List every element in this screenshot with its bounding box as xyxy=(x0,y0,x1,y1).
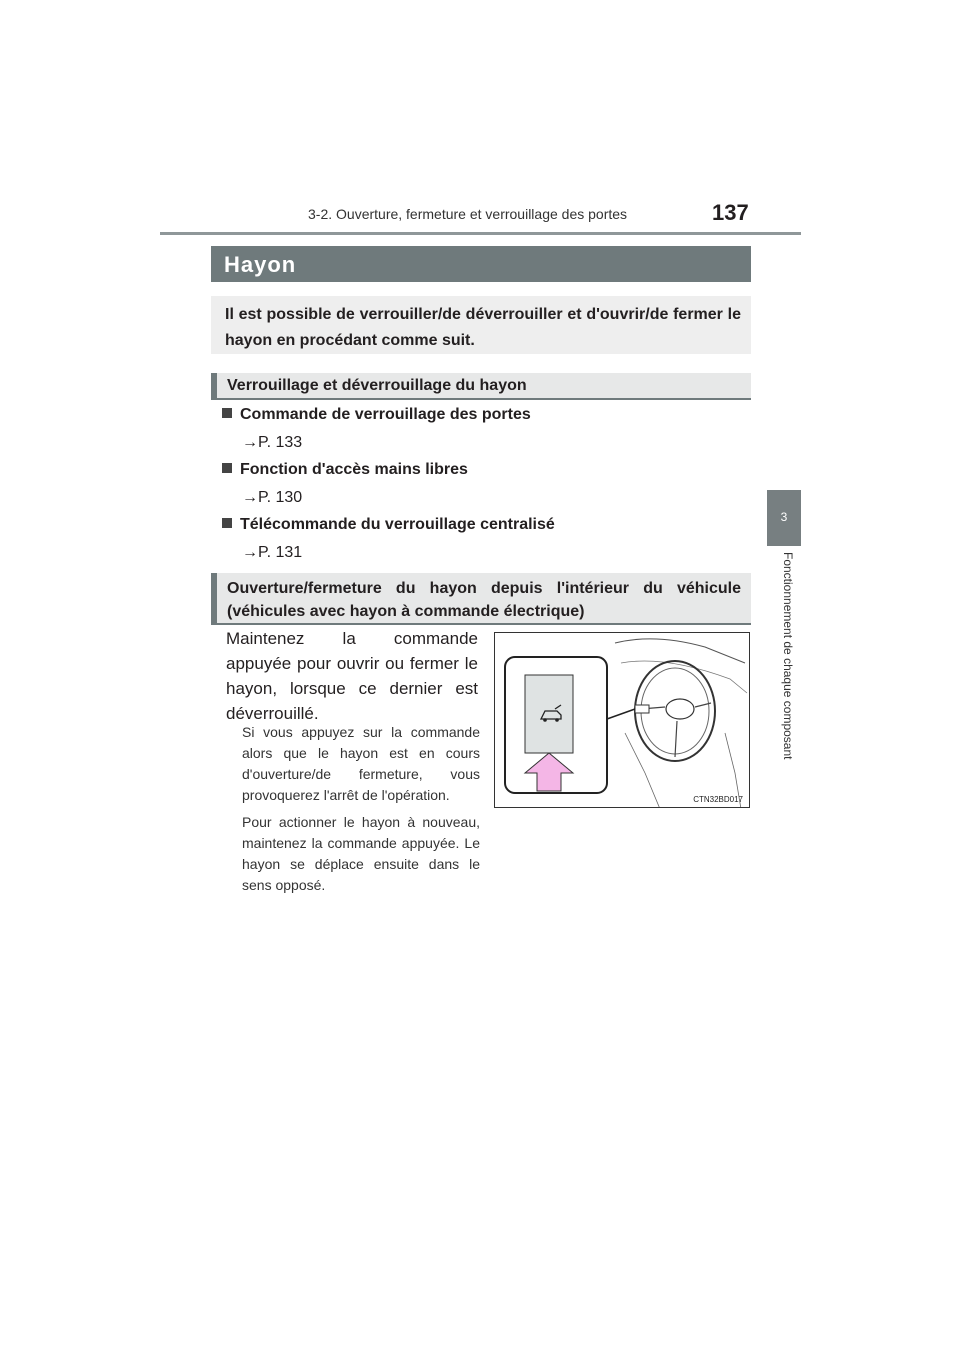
page-reference[interactable] xyxy=(242,489,302,507)
reference-text: P. 130 xyxy=(258,489,303,506)
note-text: Si vous appuyez sur la commande alors que le hayon est en cours d'ouverture/de fermeture, vous provoquerez l'arrêt de l'opération. xyxy=(242,724,480,803)
reference-text: P. 131 xyxy=(258,544,303,561)
reference-text: P. 133 xyxy=(258,434,303,451)
chapter-tab xyxy=(767,490,801,546)
page-reference[interactable] xyxy=(242,434,302,452)
intro-box: Il est possible de verrouiller/de déverrouiller et d'ouvrir/de fermer le hayon en procédant comme suit. xyxy=(211,296,751,354)
dashboard-illustration xyxy=(494,632,750,808)
running-header: 3-2. Ouverture, fermeture et verrouillage des portes xyxy=(308,206,628,222)
list-item xyxy=(222,461,468,479)
body-text: Maintenez la commande appuyée pour ouvrir ou fermer le hayon, lorsque ce dernier est déverrouillé. xyxy=(226,629,478,723)
arrow-right-icon: → xyxy=(242,489,258,506)
chapter-label: Fonctionnement de chaque composant xyxy=(781,552,795,760)
item-label: Télécommande du verrouillage centralisé xyxy=(240,516,555,533)
note-text: Pour actionner le hayon à nouveau, maintenez la commande appuyée. Le hayon se déplace ensuite dans le sens opposé. xyxy=(242,814,480,893)
page-title: Hayon xyxy=(224,252,297,277)
item-label: Fonction d'accès mains libres xyxy=(240,461,468,478)
item-label: Commande de verrouillage des portes xyxy=(240,406,531,423)
chapter-number: 3 xyxy=(780,510,788,524)
header-rule xyxy=(160,232,801,235)
page-number: 137 xyxy=(712,200,749,225)
section-heading-open-close: Ouverture/fermeture du hayon depuis l'intérieur du véhicule (véhicules avec hayon à commande électrique) xyxy=(211,573,751,625)
arrow-right-icon: → xyxy=(242,434,258,451)
bullet-square-icon xyxy=(222,518,232,528)
arrow-right-icon: → xyxy=(242,544,258,561)
bullet-square-icon xyxy=(222,463,232,473)
bullet-square-icon xyxy=(222,408,232,418)
dashboard-drawing xyxy=(495,633,750,808)
list-item xyxy=(222,406,531,424)
section-heading-lock: Verrouillage et déverrouillage du hayon xyxy=(211,373,751,400)
illustration-code: CTN32BD017 xyxy=(693,795,743,804)
list-item xyxy=(222,516,555,534)
page-reference[interactable] xyxy=(242,544,302,562)
